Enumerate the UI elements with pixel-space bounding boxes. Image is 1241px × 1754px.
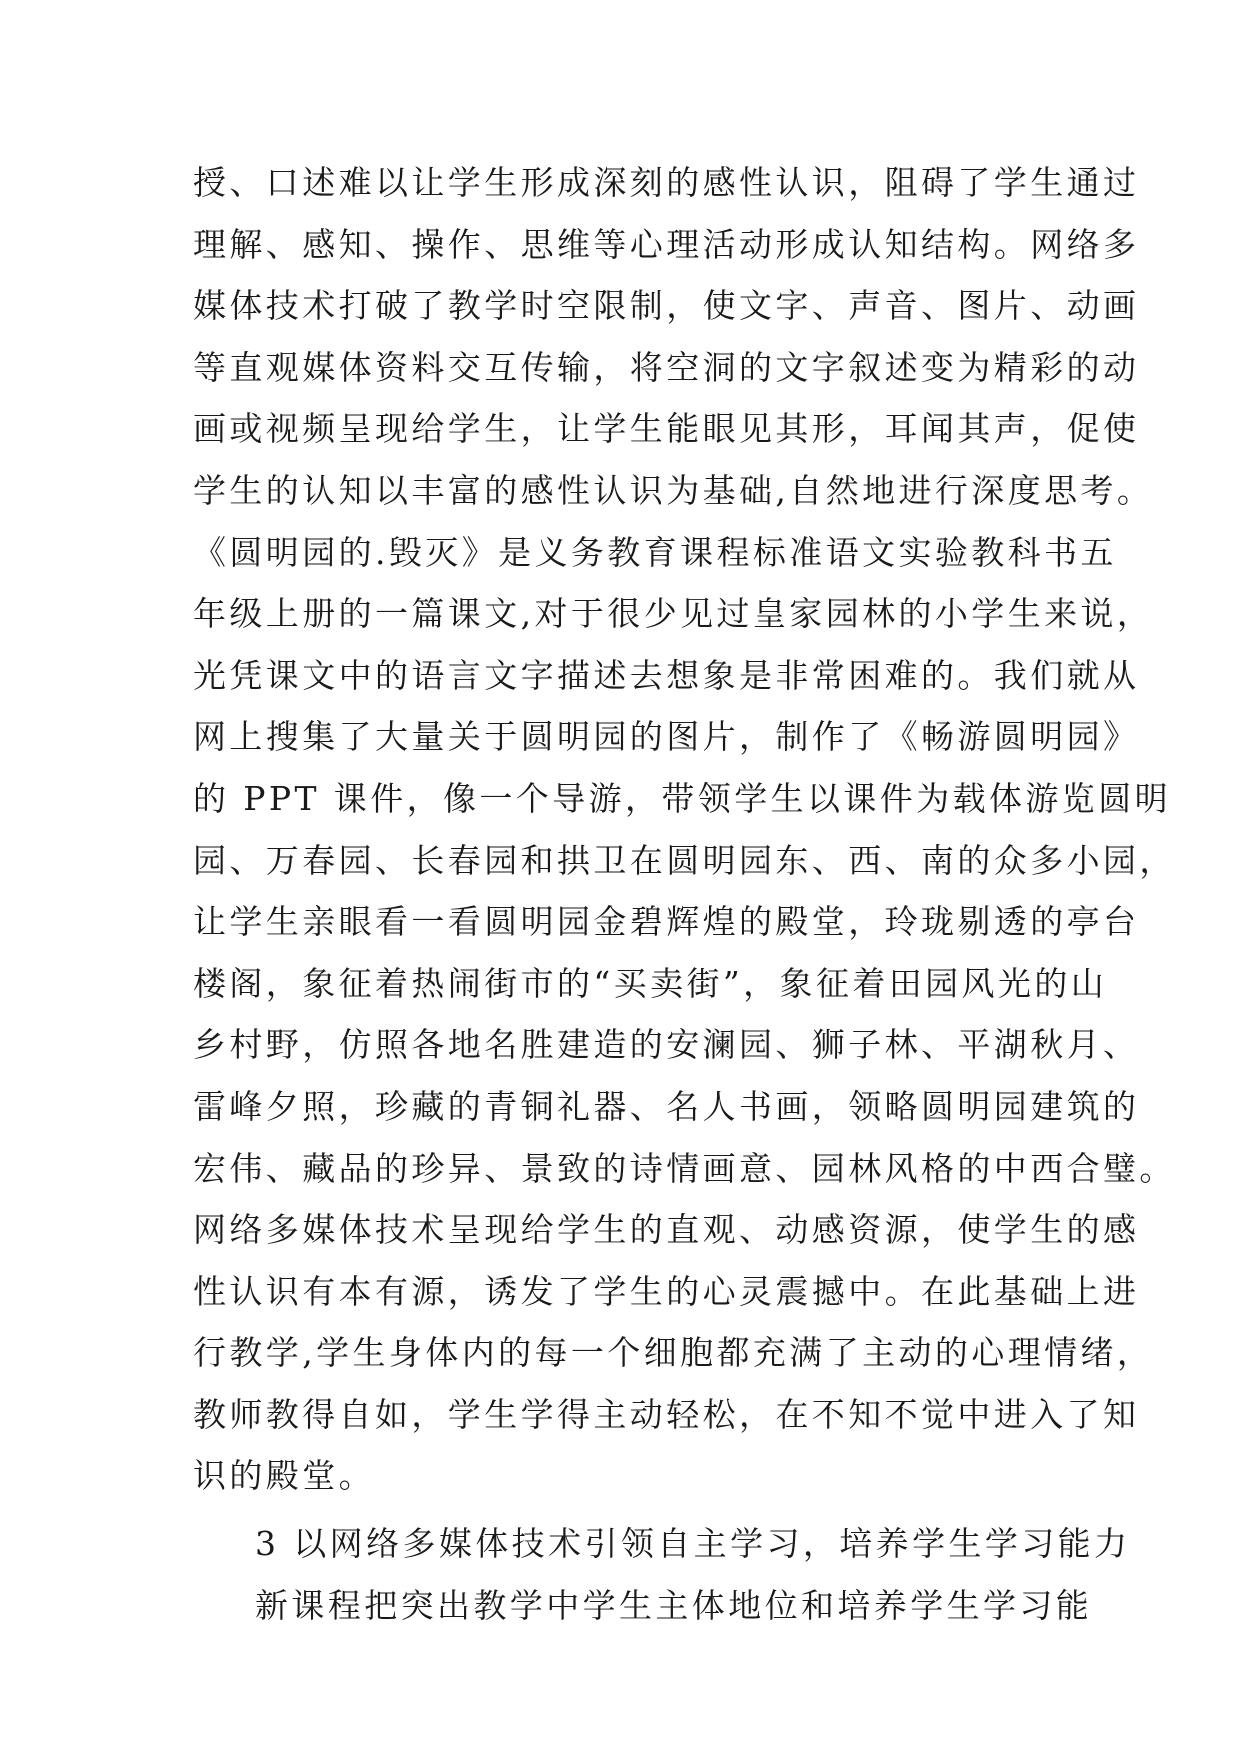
text-line: 理解、感知、操作、思维等心理活动形成认知结构。网络多 (193, 224, 1140, 264)
text-line: 学生的认知以丰富的感性认识为基础,自然地进行深度思考。 (193, 470, 1154, 510)
text-line: 楼阁，象征着热闹街市的“买卖街”，象征着田园风光的山 (193, 963, 1108, 1003)
text-line: 雷峰夕照，珍藏的青铜礼器、名人书画，领略圆明园建筑的 (193, 1086, 1140, 1126)
text-line: 园、万春园、长春园和拱卫在圆明园东、西、南的众多小园， (193, 840, 1176, 880)
text-line: 年级上册的一篇课文,对于很少见过皇家园林的小学生来说， (193, 594, 1154, 634)
text-line: 《圆明园的.毁灭》是义务教育课程标准语文实验教科书五 (193, 532, 1117, 572)
text-line: 的 PPT 课件，像一个导游，带领学生以课件为载体游览圆明 (193, 778, 1171, 818)
text-line: 网上搜集了大量关于圆明园的图片，制作了《畅游圆明园》 (193, 717, 1140, 757)
text-line: 教师教得自如，学生学得主动轻松，在不知不觉中进入了知 (193, 1394, 1140, 1434)
text-line: 识的殿堂。 (193, 1456, 375, 1496)
paragraph-1 (193, 152, 1176, 1507)
text-line: 性认识有本有源，诱发了学生的心灵震撼中。在此基础上进 (193, 1271, 1140, 1311)
text-line: 乡村野，仿照各地名胜建造的安澜园、狮子林、平湖秋月、 (193, 1025, 1140, 1065)
text-line: 宏伟、藏品的珍异、景致的诗情画意、园林风格的中西合璧。 (193, 1148, 1176, 1188)
section-heading: 3 以网络多媒体技术引领自主学习，培养学生学习能力 (255, 1524, 1131, 1564)
text-line: 画或视频呈现给学生，让学生能眼见其形，耳闻其声，促使 (193, 409, 1140, 449)
text-line: 让学生亲眼看一看圆明园金碧辉煌的殿堂，玲珑剔透的亭台 (193, 902, 1140, 942)
text-line: 网络多媒体技术呈现给学生的直观、动感资源，使学生的感 (193, 1210, 1140, 1250)
text-line: 等直观媒体资料交互传输，将空洞的文字叙述变为精彩的动 (193, 347, 1140, 387)
text-line: 媒体技术打破了教学时空限制，使文字、声音、图片、动画 (193, 286, 1140, 326)
body-text (193, 152, 1176, 1636)
text-line: 行教学,学生身体内的每一个细胞都充满了主动的心理情绪， (193, 1333, 1154, 1373)
text-line: 光凭课文中的语言文字描述去想象是非常困难的。我们就从 (193, 655, 1140, 695)
text-line: 授、口述难以让学生形成深刻的感性认识，阻碍了学生通过 (193, 163, 1140, 202)
paragraph-2-line: 新课程把突出教学中学生主体地位和培养学生学习能 (255, 1585, 1093, 1625)
